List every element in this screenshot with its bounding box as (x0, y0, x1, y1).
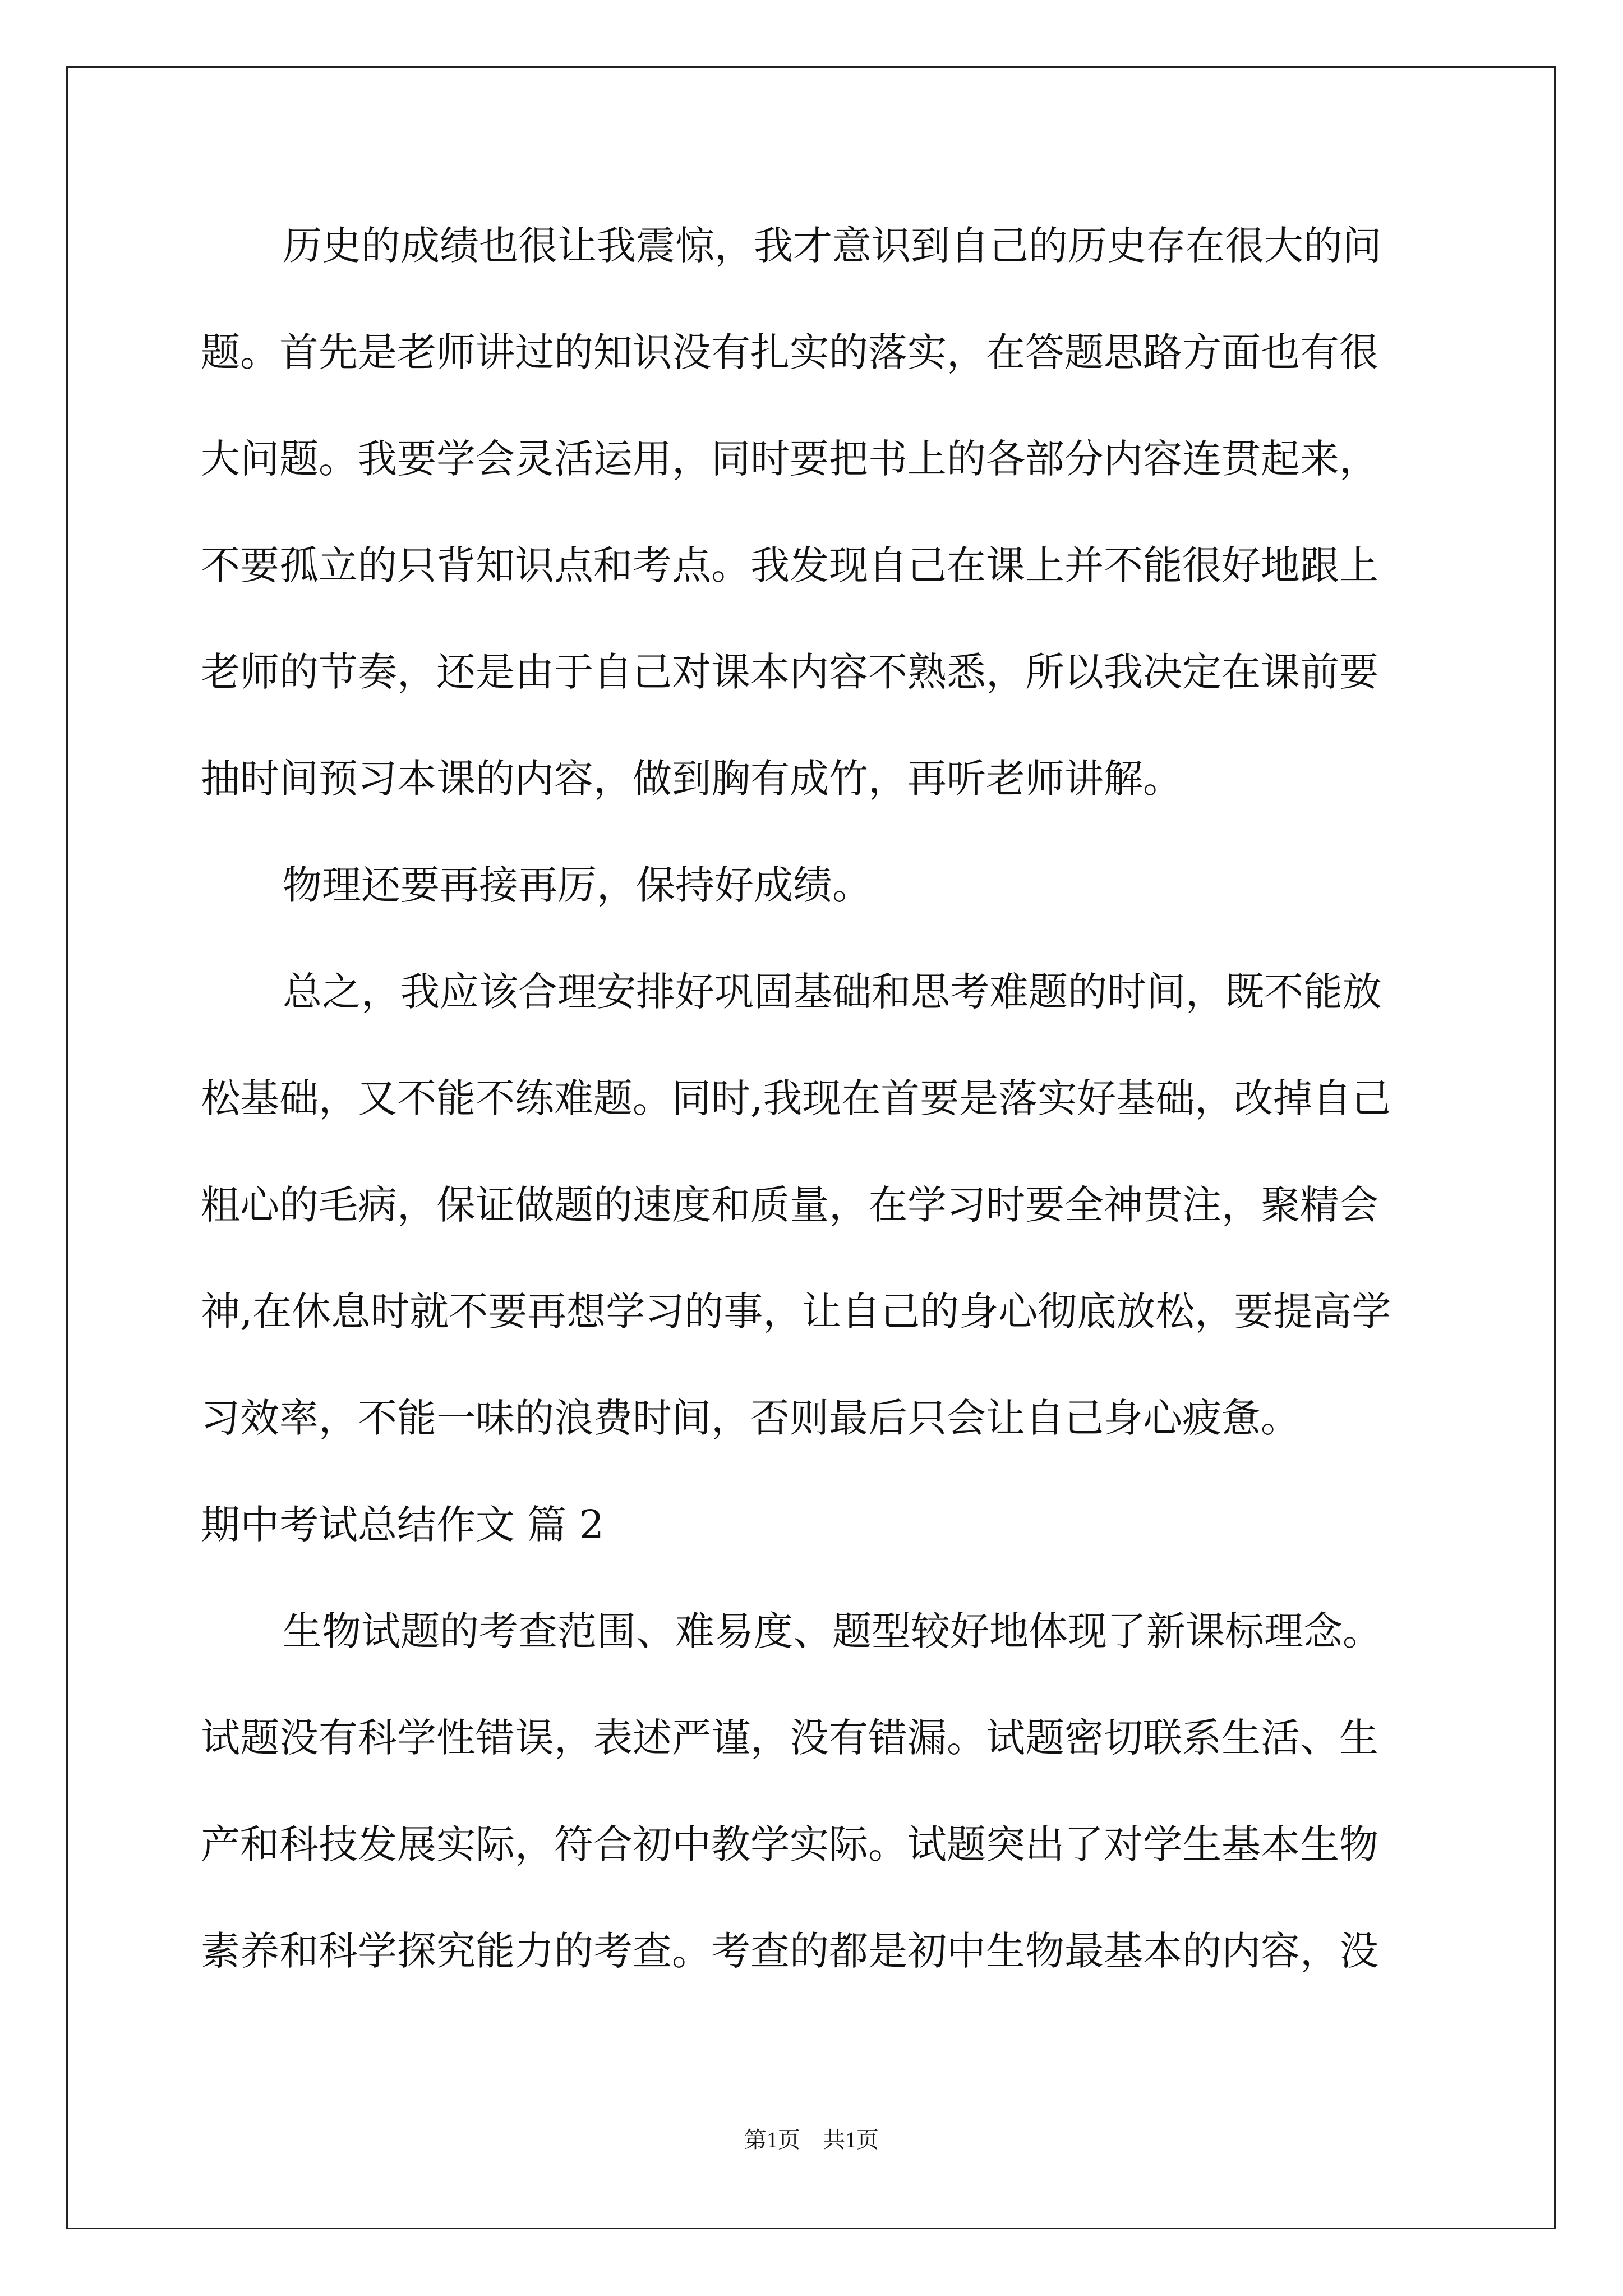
text-line: 试题没有科学性错误，表述严谨，没有错漏。试题密切联系生活、生 (201, 1715, 1378, 1761)
text-line: 老师的节奏，还是由于自己对课本内容不熟悉，所以我决定在课前要 (201, 649, 1378, 695)
text-line: 总之，我应该合理安排好巩固基础和思考难题的时间，既不能放 (283, 969, 1382, 1015)
page-footer: 第1页 共1页 (744, 2127, 879, 2152)
section-heading: 期中考试总结作文 篇 2 (201, 1502, 605, 1548)
text-line: 不要孤立的只背知识点和考点。我发现自己在课上并不能很好地跟上 (201, 542, 1378, 588)
text-line: 物理还要再接再厉，保持好成绩。 (283, 862, 872, 908)
text-line: 题。首先是老师讲过的知识没有扎实的落实，在答题思路方面也有很 (201, 329, 1378, 375)
text-line: 习效率，不能一味的浪费时间，否则最后只会让自己身心疲惫。 (201, 1395, 1300, 1441)
text-line: 粗心的毛病，保证做题的速度和质量，在学习时要全神贯注，聚精会 (201, 1182, 1378, 1228)
text-line: 历史的成绩也很让我震惊，我才意识到自己的历史存在很大的问 (283, 223, 1382, 269)
text-line: 神,在休息时就不要再想学习的事，让自己的身心彻底放松，要提高学 (201, 1289, 1391, 1335)
text-line: 大问题。我要学会灵活运用，同时要把书上的各部分内容连贯起来， (201, 436, 1378, 482)
text-line: 素养和科学探究能力的考查。考查的都是初中生物最基本的内容，没 (201, 1928, 1378, 1974)
document-body (201, 212, 1423, 2024)
text-line: 产和科技发展实际，符合初中教学实际。试题突出了对学生基本生物 (201, 1821, 1378, 1867)
text-line: 抽时间预习本课的内容，做到胸有成竹，再听老师讲解。 (201, 756, 1182, 802)
text-line: 松基础，又不能不练难题。同时,我现在首要是落实好基础，改掉自己 (201, 1075, 1391, 1121)
text-line: 生物试题的考查范围、难易度、题型较好地体现了新课标理念。 (283, 1608, 1382, 1654)
